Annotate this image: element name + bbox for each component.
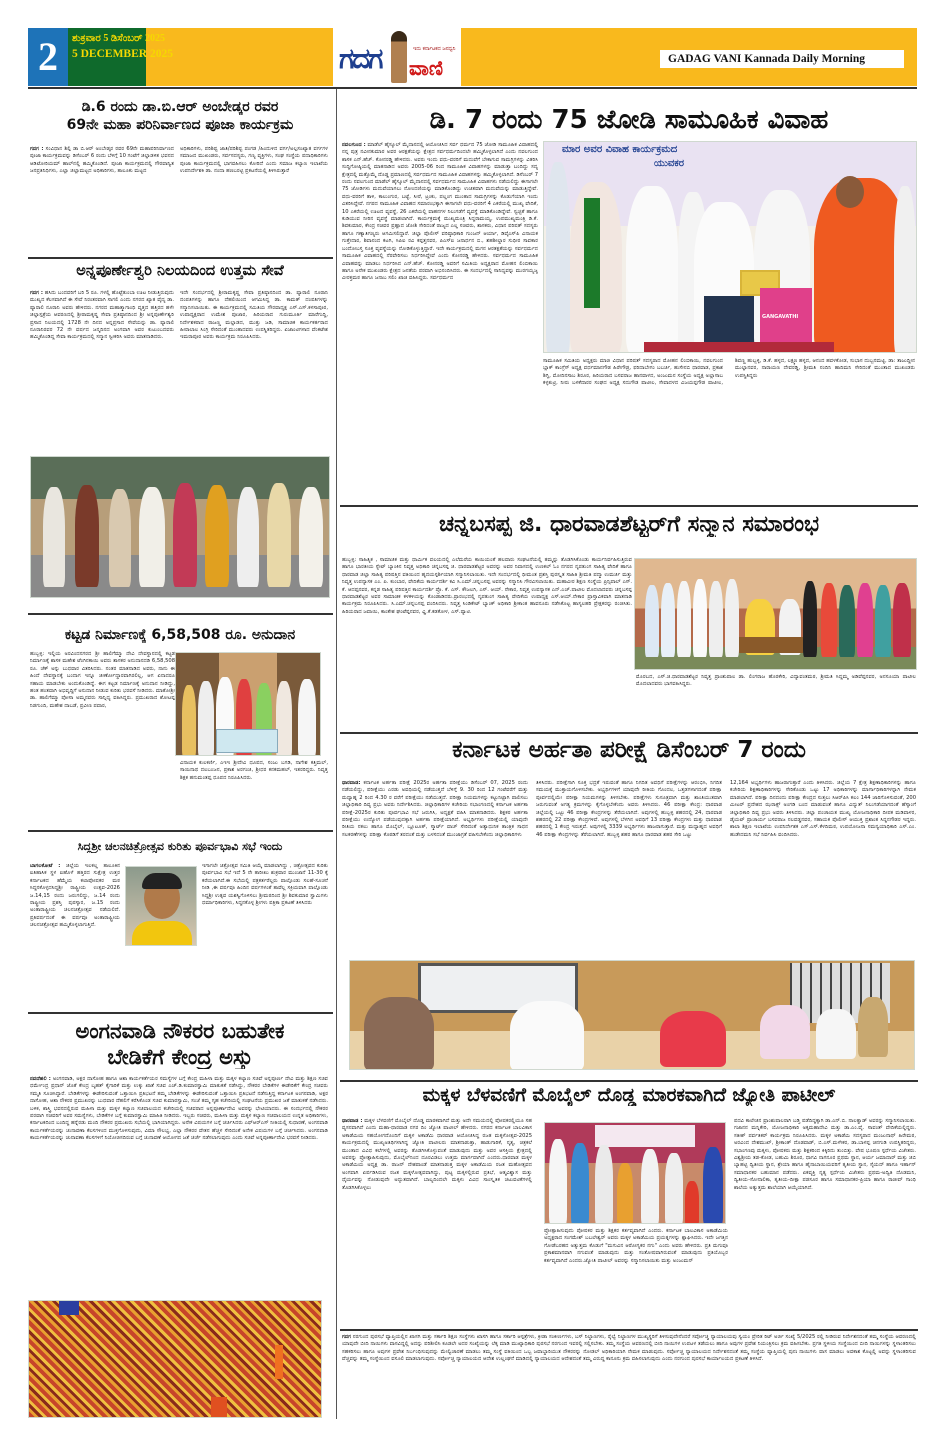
banner-text: ಯುವಕರ (654, 158, 685, 169)
body-text: ಸಾಮೂಹಿಕ ಸಮಿತಿಯ ಅಧ್ಯಕ್ಷರು ಮಾಜಿ ವಿಧಾನ ಪರಿಷತ್ ಸದಸ್ಯರಾದ ಮೋಹನ ಲಿಂಬಿಕಾಯಿ, ನವಲಗುಂದ ಬ್ಲಾಕ್ ಕಾಂಗ್ರೆಸ್ ಅಧ್ಯಕ್ಷ ವರ್ಧಮಾನಗೌಡ ಹಿರೇಗೌಡ್ರ, ಫರಿದಾಬೇಗಂ ಬಬರ್ಚಿ, ಹುಸೇನಬಿ ಧಾರವಾಡ, ಪ್ರಕಾಶ ಶಿಗ್ಲಿ, ಮೋದಿನಸಾಬ ಶಿರೂರ, ಹಿರಿಯರಾದ ಬಸವರಾಜ ಹಾನವಾಳದ, ಅಂಜುಮನ ಸಂಸ್ಥೆಯ ಅಧ್ಯಕ್ಷ ಅಲ್ಲಾಸಾಬ ಕಳ್ಳಕುಟ್ರಿ, ನೀರು ಬಳಕೆದಾರರ ಸಂಘದ ಅಧ್ಯಕ್ಷ ಸದುಗೌಡ ಪಾಟೀಲ, ಸೇವಾದಳದ ವಿಜಯಪ್ಪಗೌಡ ಪಾಟೀಲ, ಶಿವಣ್ಣ ಹುಬ್ಬಳ್ಳಿ, ಡಿ.ಕೆ. ಹಳ್ಳದ, ಲಕ್ಷ್ಮಣ ಹಳ್ಳದ, ಆನಂದ ಹವಳಕೋಡ, ಸುಭಾಸ ದುಬ್ಬನಮಟ್ಟಿ, ಡಾ: ತಾಜುದ್ದೀನ ಮುಲ್ಲಾನವರ, ನಾರಾಯಣ ದೇವರಡ್ಡಿ, ಶ್ರೀಮತಿ ನಂದಿನಿ ಹಾದಿಮನಿ ಸೇರಿದಂತೆ ಮುಂತಾದ ಮುಖಂಡರು ಉಪಸ್ಥಿತಿದ್ದರು (543, 358, 915, 387)
photo-cheque-handover (175, 652, 321, 756)
article-body-col2 (180, 760, 328, 820)
headline: 69ನೇ ಮಹಾ ಪರಿನಿರ್ವಾಣದ ಪೂಜಾ ಕಾರ್ಯಕ್ರಮ (66, 118, 294, 133)
date-english: 5 DECEMBER 2025 (72, 48, 173, 60)
dateline: ನವದೆಹಲಿ : (30, 1076, 51, 1082)
body-text: ಕರ್ನಾಟಕ ಅರ್ಹತಾ ಪರೀಕ್ಷೆ 2025ರ ಅರ್ಹತಾ ಪರೀಕ್ಷೆಯು ಡಿಸೆಂಬರ್ 07, 2025 ರಂದು ನಡೆಯಲಿದ್ದು, ಪರೀಕ್ಷೆಯು ಎರಡು ಅವಧಿಯಲ್ಲಿ ನಡೆಯುತ್ತದೆ ಬೆಳಿಗ್ಗೆ 9. 30 ರಿಂದ 12 ಗಂಟೆವರೆಗೆ ಮತ್ತು ಮಧ್ಯಾಹ್ನ 2 ರಿಂದ 4.30 ರ ವರೆಗೆ ಪರೀಕ್ಷೆಯು ನಡೆಯುತ್ತದೆ. ಪರೀಕ್ಷಾ ನಿಯಮಗಳನ್ನು ಕಟ್ಟುನಿಟ್ಟಾಗಿ ಪಾಲಿಸಲು ಜಿಲ್ಲಾಧಿಕಾರಿ ದಿವ್ಯ ಪ್ರಭು ಅವರು ನಿರ್ದೇಶಿಸಿದರು. ಜಿಲ್ಲಾಧಿಕಾರಿಗಳ ಕಚೇರಿಯ ಸಭಾಂಗಣದಲ್ಲಿ ಕರ್ನಾಟಕ ಅರ್ಹತಾ ಪರೀಕ್ಷೆ-2025ರ ಕುರಿತು ಪೂರ್ವಭಾವಿ ಸಭೆ ಜರುಗಿಸಿ, ಅಧ್ಯಕ್ಷತೆ ವಹಿಸಿ ಮಾತನಾಡಿದರು. ಶಿಕ್ಷಕರ ಅರ್ಹತಾ ಪರೀಕ್ಷೆಯು ಉದ್ಯೋಗ ಪಡೆಯುವುದಕ್ಕಾಗಿ ಅರ್ಹತಾ ಪರೀಕ್ಷೆಯಾಗಿದೆ. ಅಭ್ಯರ್ಥಿಗಳು ಪರೀಕ್ಷೆಯಲ್ಲಿ ಯಾವುದೇ ರೀತಿಯ ನಕಲು ಹಾಗೂ ಮೊಬೈಲ್, ಬ್ಲೂಟೂತ್, ಸ್ಮಾರ್ಟ್ ವಾಚ್ ಸೇರಿದಂತೆ ಅತ್ಯಾಧುನಿಕ ತಾಂತ್ರಿಕ ಸಾಧನ ಸಲಕರಣೆಗಳನ್ನು ಪರೀಕ್ಷಾ ಕೊಠಡಿಗೆ ತರದಂತೆ ಮತ್ತು ಬಳಸದಂತೆ ಮುಂಜಾಗ್ರತೆ ವಹಿಸಬೇಕೆಂದು ಜಿಲ್ಲಾಧಿಕಾರಿಗಳು (342, 780, 528, 838)
dateline: ಧಾರವಾಡ : (342, 1118, 363, 1124)
headline: ಚನ್ನಬಸಪ್ಪ ಜಿ. ಧಾರವಾಡಶೆಟ್ಟರ್‌ಗೆ ಸನ್ಮಾನ ಸಮಾರಂಭ (438, 513, 820, 537)
article-body-col2 (636, 674, 916, 722)
body-text: ಹುಬ್ಬಳ್ಳಿ: ಇಲ್ಲಿಯ ಅರವಿಂದನಗರದ ಶ್ರೀ ಹಾಲಿಗೆಮ್ಮಾ ದೇವಿ ದೇವಸ್ಥಾನದಲ್ಲಿ ಕಟ್ಟಡ ನಿರ್ಮಾಣಕ್ಕೆ ಶಾಸಕ ಮಹೇಶ ಟೆಂಗಿನಕಾಯಿ ಅವರು ಶಾಸಕರ ಅನುದಾನದಡಿ 6,58,508 ರೂ. ಚೆಕ್ ಅನ್ನು ಬುಧವಾರ ವಿತರಿಸಿದರು. ನಂತರ ಮಾತನಾಡಿದ ಅವರು, ನಾನು ಈ ಹಿಂದೆ ದೇವಸ್ಥಾನಕ್ಕೆ ಬಂದಾಗ ಇನ್ನೂ ಜೀರ್ಣೋದ್ಧಾರವಾಗಿರಲಿಲ್ಲ, ಆಗ ಏನಾದರೂ ಸಹಾಯ ಮಾಡಬೇಕು ಅಂದುಕೊಂಡಿದ್ದೆ. ಈಗ ಕಟ್ಟಡ ನಿರ್ಮಾಣಕ್ಕೆ ಅನುದಾನ ನೀಡಿದ್ದು, ಹಂತ ಹಂತವಾಗಿ ಅಭಿವೃದ್ಧಿಗೆ ಅನುದಾನ ನೀಡುವ ಕುರಿತು ಭರವಸೆ ನೀಡಿದರು. ಮಾತೋಶ್ರೀ ಡಾ. ಹಾಲಿಗೆಮ್ಮಾ ಪೋಸಾ ಅಮ್ಮನವರು ಸಾನ್ನಿಧ್ಯ ವಹಿಸಿದ್ದರು. ಪ್ರಮುಖರಾದ ಶೋಟಪ್ಪ ನಿಡಗುಂದಿ, ಮಹೇಶ ದಾಬಡೆ, ಪ್ರವೀಣ ಪವಾರ, (30, 651, 175, 709)
section-rule (340, 505, 918, 507)
dateline: ಗದಗ : (30, 290, 43, 296)
body-text: ಜಿಲ್ಲೆಯ ಇಲಕಲ್ಲ ತಾಲೂಕಿನ ಐತಿಹಾಸಿಕ ಸ್ಥಳ ಐಹೊಳೆ ಹತ್ತಿರದ ಸುಕ್ಷೇತ್ರ ಉತ್ತರ ಕರ್ನಾಟಕದ ಹೆಮ್ಮೆಯ ಕಲಾಪೋಷಕರ ಮಠ ಸಿದ್ಧನಕೊಳ್ಳದಸಿದ್ಧಶ್ರೀ ರಾಷ್ಟ್ರೀಯ ಉತ್ಸವ-2026 ಜ.14,15 ರಂದು ಜರುಗಲಿದ್ದು, ಜ.14 ರಂದು ರಾಷ್ಟ್ರೀಯ ಪ್ರಶಸ್ತಿ ಪುರಸ್ಕಾರ, ಜ.15 ರಂದು ಅಂತಾರಾಷ್ಟ್ರೀಯ ಚಲನಚಿತ್ರೋತ್ಸವ ನಡೆಯಲಿದೆ. ಪ್ರತಿವರ್ಷದಂತೆ ಈ ವರ್ಷವೂ ಅಂತಾರಾಷ್ಟ್ರೀಯ ಚಲನಚಿತ್ರೋತ್ಸವ ಹಮ್ಮಿಕೊಳ್ಳಲಾಗುತ್ತಿದೆ. (30, 863, 120, 929)
bag-label (762, 314, 798, 320)
section-rule (28, 613, 333, 615)
logo-word-gadag: ಗದಗ (339, 42, 382, 75)
article-body-col2 (544, 1228, 728, 1324)
page-number: 2 (28, 28, 68, 86)
bag-text: GANGAVATHI (762, 314, 799, 320)
article-body-col3 (730, 780, 916, 956)
headline: ಅನ್ನಪೂರ್ಣೇಶ್ವರಿ ನಿಲಯದಿಂದ ಉತ್ತಮ ಸೇವೆ (76, 264, 284, 279)
headline: ಡಿ.6 ರಂದು ಡಾ.ಬಿ.ಆರ್ ಅಂಬೇಡ್ಕರ ರವರ (81, 100, 279, 115)
body-text: ಮಕ್ಕಳ ಬೆಳವಣಿಗೆ ಮೊಬೈಲ್ ದೊಡ್ಡ ಮಾರಕವಾಗಿದೆ ಮತ್ತು ಅದೇ ಸಮಯದಲ್ಲಿ ಪೋಷಕರಲ್ಲಿಯೂ ಸಹ ವ್ಯಸನವಾಗಿದೆ ಎಂದು ಮಹಾ-ಧಾರವಾಡ ನಗರ ದಿಂ ಜ್ಯೋತಿ ಪಾಟೀಲ್ ಹೇಳಿದರು. ನಗರದ ಕರ್ನಾಟಕ ಬಾಲವಿಕಾಸ ಅಕಾಡೆಮಿಯ ಸಹಯೋಗದೊಂದಿಗೆ ಮಕ್ಕಳ ಅಕಾಡೆಮಿ ಧಾರವಾಡ ಆಯೋಜಿಸಿದ್ದ ರಜತ ಮಕ್ಕಳೋತ್ಸವ-2025 ಕಾರ್ಯಕ್ರಮದಲ್ಲಿ ಮುಖ್ಯಅತಿಥಿಗಳಾಗಿದ್ದ ಜ್ಯೋತಿ ಪಾಟೀಲರು ಮಾತನಾಡುತ್ತಾ, ಹಾಡುಗಾರಿಕೆ, ನೃತ್ಯ, ಚಿತ್ರಕಲೆ ಮುಂತಾದ ವಿವಿಧ ಕಲೆಗಳಲ್ಲಿ ಅವರನ್ನು ತೊಡಗಿಸಿಕೊಳ್ಳುವಂತೆ ಮಾಡುವುದು ಮತ್ತು ಅವರ ಆಸಕ್ತಿಯ ಕ್ಷೇತ್ರದಲ್ಲಿ ಅವರನ್ನು ಪ್ರೋತ್ಸಾಹಿಸುವುದು, ಮೊಬೈಲ್‌ನಿಂದ ದೂರವಿಡಲು ಉತ್ತಮ ಮಾರ್ಗವಾಗಿದೆ ಎಂದರು.ಧಾರವಾಡ ಮಕ್ಕಳ ಅಕಾಡೆಮಿಯ ಅಧ್ಯಕ್ಷ ಡಾ. ರಾಜನ್ ದೇಶಪಾಂಡೆ ಮಾತನಾಡುತ್ತ ಮಕ್ಕಳ ಅಕಾಡೆಮಿಯ ರಜತ ಮಹೋತ್ಸವದ ಅಂಗವಾಗಿ ಏರ್ಪಡಿಸಿರುವ ರಜತ ಮಕ್ಕಳೋತ್ಸವವಾಗಿದ್ದು, ಪುಟ್ಟ ಮಕ್ಕಳಲ್ಲಿರುವ ಪ್ರತಿಭೆ, ಆತ್ಮವಿಶ್ವಾಸ ಮತ್ತು ಧೈರ್ಯವನ್ನು ನೋಡುವುದೇ ಅದ್ಭುತವಾಗಿದೆ. ಬಾಲ್ಯದಿಂದಲೇ ಮಕ್ಕಳು ವಿವಿಧ ಸಾಂಸ್ಕೃತಿಕ ಚಟುವಟಿಕೆಗಳಲ್ಲಿ ತೊಡಗಿಸಿಕೊಳ್ಳಲು (342, 1118, 532, 1191)
photo-felicitation-group (634, 558, 917, 670)
photo-mass-wedding-distribution (543, 141, 917, 353)
article-body-col1 (30, 146, 174, 256)
headline: ಕಟ್ಟಡ ನಿರ್ಮಾಣಕ್ಕೆ 6,58,508 ರೂ. ಅನುದಾನ (64, 628, 296, 643)
article-body (342, 1334, 916, 1420)
body-text: 12,164 ಅಭ್ಯರ್ಥಿಗಳು ಹಾಜರಾಗುತ್ತಾರೆ ಎಂದು ತಿಳಿಸಿದರು. ಜಿಲ್ಲೆಯ 7 ಕ್ಷೇತ್ರ ಶಿಕ್ಷಣಾಧಿಕಾರಿಗಳನ್ನು ಹಾಗೂ ಕಚೇರಿಯ ಶಿಕ್ಷಣಾಧಿಕಾರಿಗಳನ್ನು ಸೇರಿಕೊಂಡು ಒಟ್ಟು 17 ಅಧಿಕಾರಿಗಳನ್ನು ಮಾರ್ಗಾಧಿಕಾರಿಗಳನ್ನಾಗಿ ನೇಮಕ ಮಾಡಲಾಗಿದೆ. ಪರೀಕ್ಷಾ ದಿನದಂದು ಪರೀಕ್ಷಾ ಕೇಂದ್ರದ ಸುತ್ತಲು ಸಿಆರ್‌ಪಿಸಿ ಕಲಂ 144 ಜಾರಿಗೊಳಿಸುವಂತೆ, 200 ಮೀಟರ್ ಪ್ರದೇಶದ ಝರಾಕ್ಸ್ ಅಂಗಡಿ ಬಂದ ಮಾಡುವಂತೆ ಹಾಗೂ ವಿದ್ಯುತ್ ನಿಲುಗಡೆಯಾಗದಂತೆ ಹೆಸ್ಕಾಂಗೆ ಜಿಲ್ಲಾಧಿಕಾರಿ ದಿವ್ಯ ಪ್ರಭು ಅವರು ತಿಳಿಸಿದರು. ಜಿಲ್ಲಾ ಪಂಚಾಯತ ಮುಖ್ಯ ಯೋಜನಾಧಿಕಾರಿ ದೀಪಕ ಮಡಿವಾಳರ, ಡೈಯಟ್ ಪ್ರಾಚಾರ್ಯ ಬಸವರಾಜ ನಲವಡ್ಡನವರ, ಸಹಾಯಕ ಪೊಲೀಸ್ ಆಯುಕ್ತ ಪ್ರಶಾಂತ ಸಿದ್ದನಗೌಡರ ಇದ್ದರು. ಶಾಲಾ ಶಿಕ್ಷಣ ಇಲಾಖೆಯ ಉಪನಿರ್ದೇಶಕ ಎಸ್.ಎಸ್.ಕೆಳದಿಮಠ, ಉಪಯೋಜನಾ ಸಮನ್ವಯಾಧಿಕಾರಿ ಎಸ್.ಎಂ. ಹುಡೇದಮನಿ ಸಭೆ ನಿರ್ವಹಿಸಿ ವಂದಿಸಿದರು. (730, 780, 916, 838)
headline: ಬೇಡಿಕೆಗೆ ಕೇಂದ್ರ ಅಸ್ತು (107, 1046, 253, 1069)
article-body-col1 (342, 142, 538, 502)
body-text: ಪ್ರೋತ್ಸಾಹಿಸುವುದು ಪೋಷಕರ ಮತ್ತು ಶಿಕ್ಷಕರ ಕರ್ತವ್ಯವಾಗಿದೆ ಎಂದರು. ಕರ್ನಾಟಕ ಬಾಲವಿಕಾಸ ಅಕಾಡೆಮಿಯ ಅಧ್ಯಕ್ಷರಾದ ಸಂಗಮೇಶ್ ಬಬಲೇಶ್ವರ್ ಅವರು ಮಕ್ಕಳ ಅಕಾಡೆಮಿಯ ಪ್ರಯತ್ನಗಳನ್ನು ಶ್ಲಾಘಿಸಿದರು. ಇದೇ ಜಗತ್ತಿನ ಗೋಡೆಬರಹದ ಅತ್ಯುತ್ತಮ ಕೊಡುಗೆ "ಮಗುವಿನ ಆರೋಗ್ಯಕರ ನಗು" ಎಂದು ಅವರು ಹೇಳಿದರು. ಪ್ರತಿ ಮಗುವೂ ಪ್ರಕಾಶಮಾನವಾಗಿ ನಗುವಂತೆ ಮಾಡುವುದು ಮತ್ತು ಸಂತೋಷವಾಗಿರುವಂತೆ ಮಾಡುವುದು ಪ್ರತಿಯೊಬ್ಬರ ಕರ್ತವ್ಯವಾಗಿದೆ ಎಂದರು.ಜ್ಯೋತಿ ಪಾಟೀಲ್ ಅವರನ್ನು ಸನ್ಮಾನಿಸಲಾಯಿತು ಮತ್ತು ಅಂಜುಮನ್ (544, 1228, 728, 1264)
article-body-col1 (342, 780, 528, 956)
body-text: ಪದವಿ ಕಾಲೇಜಿನ ಪ್ರಾಂಶುಪಾಲರಾಗಿ ಬಡ್ತಿ ಪಡೆದಿದ್ದಕ್ಕಾಗಿ ಡಾ.ಎನ್.ಬಿ. ನಾಲತ್ವಾಡ್ ಅವರನ್ನು ಸನ್ಮಾನಿಸಲಾಯಿತು. ಗಜಾನನ ಮನ್ನಿಕೇರಿ, ಯೋಜನಾಧಿಕಾರಿ ಅಕ್ಕಮಹಾದೇವಿ ಮತ್ತು ಡಾ.ಎಂ.ವೈ. ಸಾವಂತ್ ವೇದಿಕೆಯಲ್ಲಿದ್ದರು. ಸತೀಶ್ ಪರ್ವತಿಕರ್ ಕಾರ್ಯಕ್ರಮ ನಿರೂಪಿಸಿದರು. ಮಕ್ಕಳ ಅಕಾಡೆಮಿ ಸದಸ್ಯರಾದ ಮಂಜುನಾಥ್ ಹಿರೇಮಠ, ಅರವಿಂದ ದೇಶಮುಖ್, ಶ್ರೀಕಾಂತ್ ದೊಡವಾಡ್, ಬಿ.ಎಸ್.ಮಳೇಕರ, ಡಾ.ಬಾಳಪ್ಪ ಚಿನಗುಡಿ ಉಪಸ್ಥಿತರಿದ್ದರು, ಸಭಾಂಗಣವು ಮಕ್ಕಳು, ಪೋಷಕರು ಮತ್ತು ಶಿಕ್ಷಕರಿಂದ ಕಿಕ್ಕಿರಿದು ತುಂಬಿತ್ತು. ವೇಷ ಭೂಷಣ ಸ್ಪರ್ಧೆಯ ವಿಜೇತರು. ವಿಶ್ವಶ್ರೀಯ ತಡ-ಕೋಡ, ಬಹುಮಿ ಶಿರೂರ, ಧಾಗವಿ ನಾಗನೂರ ಪ್ರಥಮ ಸ್ಥಾನ, ಆರ್ಯ ಜಮಾದಾರ್ ಮತ್ತು ಜಿಬಿ ಬ್ಯಾಹಟ್ಟಿ ದ್ವಿತೀಯ ಸ್ಥಾನ, ಶ್ರೇಯಾ ಹಾಗೂ ಹೈನಾಬಾಯಿಯವರಿಗೆ ತೃತೀಯ ಸ್ಥಾನ, ಸೈಯದ್ ಹಾಗೂ ಇರ್ಹಾನ್ ಸಮಾಧಾನಕರ ಬಹುಮಾನ ಪಡೆದರು. ಏಕವ್ಯಕ್ತಿ ನೃತ್ಯ ಸ್ಪರ್ಧೆಯ ವಿಜೇತರು ಪ್ರಥಮ-ಅದ್ವಿತಿ ದೊಡಮನಿ, ದ್ವಿತೀಯ-ಸೋನಾಲಿಕಾ, ತೃತೀಯ-ದೀಕ್ಷಾ ಪಡಸೂರ ಹಾಗೂ ಸಮಾಧಾನಕರ-ಪ್ರಿಯಾ ಹಾಗೂ ರಾಜೀವ್ ಗಾಂಧಿ ಶಾಲೆಯ ಅತ್ಯುತ್ತಮ ಶಾಲೆಯಾಗಿ ಆಯ್ಕೆಯಾಗಿದೆ. (734, 1118, 916, 1191)
masthead-rule (28, 87, 917, 89)
body-text: ಹುಬ್ಬಳ್ಳಿ: ಸಾಹಿತ್ಯಿಕ , ಸಾಮಾಜಿಕ ಮತ್ತು ಧಾರ್ಮಿಕ ವಲಯದಲ್ಲಿ ಎಲೆಮರೆಯ ಕಾಯಿಯಂತೆ ಹಲವಾರು ಸಂಘಟನೆಯಲ್ಲಿ ತಮ್ಮನ್ನು ತೊಡಗಿಸಿಕೊಂಡು ಕಾರ್ಯನಿರ್ವಹಿಸುತ್ತಿರುವ ಹಾಗೂ ಭಾರತೀಯ ಸ್ಟೇಟ್ ಬ್ಯಾಂಕಿನ ನಿವೃತ್ತ ಅಧಿಕಾರಿ ಚನ್ನಬಸಪ್ಪ ಜಿ. ಧಾರವಾಡಶೆಟ್ಟರ ಅವರನ್ನು ಅವರ ನಿವಾಸದಲ್ಲಿ ಉಣಕಲ್ ಓಂ ನಗರದ ನೃಪತುಂಗ ಸಾಹಿತ್ಯ ವೇದಿಕೆ ಹಾಗೂ ಧಾರವಾಡ ಜಿಲ್ಲಾ ಸಾಹಿತ್ಯ ಪರಿಷತ್ತಿನ ವತಿಯಿಂದ ಹೃದಯಸ್ಪರ್ಶಿಯಾಗಿ ಸನ್ಮಾನಿಸಲಾಯಿತು. ಇದೇ ಸಂದರ್ಭದಲ್ಲಿ ಧೀಮಂತ ಪ್ರಶಸ್ತಿ ಪುರಸ್ಕೃತ ಸಾಹಿತಿ ಶ್ರೀಮತಿ ಪದ್ಮಾ ಉಮರ್ಜಿ ಮತ್ತು ನಿವೃತ್ತ ಉಪನ್ಯಾಸಕ ಎಂ. ಪಿ. ಕುಂಬಾರ, ವೇದಿಕೆಯ ಕಾರ್ಯದರ್ಶಿ ಕವಿ ಸಿ.ಎಮ್.ಚನ್ನಬಸಪ್ಪ ಅವರನ್ನು ಸನ್ಮಾನಿಸಿ ಗೌರವಿಸಲಾಯಿತು. ಮಹಾವೀರ ಶಿಕ್ಷಣ ಸಂಸ್ಥೆಯ ಪ್ರಿನ್ಸಿಪಾಲ್ ಎಸ್. ಕೆ. ಆದಪ್ಪನವರ, ಕನ್ನಡ ಸಾಹಿತ್ಯ ಪರಿಷತ್ತಿನ ಕಾರ್ಯದರ್ಶಿ ಪ್ರೊ. ಕೆ. ಎಸ್. ಕೌಜಲಗಿ, ಎಸ್. ಆಯ್. ನೇಕಾರ, ನಿವೃತ್ತ ಉಪನ್ಯಾಸಕ ಎನ್.ಎಚ್.ಪಾಟೀಲ ಮೊದಲಾದವರು ಚನ್ನಬಸಪ್ಪ ಧಾರವಾಡಶೆಟ್ಟರ ಅವರ ಸಾಮಾಜಿಕ ಕಳಕಳಿಯನ್ನು ಕೊಂಡಾಡಿದರು.ಪ್ರಾರಂಭದಲ್ಲಿ ನೃಪತುಂಗ ಸಾಹಿತ್ಯ ವೇದಿಕೆಯ ಉಪಾಧ್ಯಕ್ಷ ಎಸ್.ಆಯ್.ನೇಕಾರ ಪ್ರಾಸ್ತಾವಿಕವಾಗಿ ಮಾತನಾಡಿ ಕಾರ್ಯಕ್ರಮ ನಿರೂಪಿಸಿದರು. ಸಿ.ಎಮ್.ಚನ್ನಬಸಪ್ಪ ವಂದಿಸಿದರು. ನಿವೃತ್ತ ಸಿಂಡಿಕೇಟ್ ಬ್ಯಾಂಕ್ ಅಧಿಕಾರಿ ಶ್ರೀಕಾಂತ ಹಾವನೂರು ನಡೆಸಿಕೊಟ್ಟ ಹಾಸ್ಯಲಹರಿ ಪ್ರೇಕ್ಷಕರನ್ನು ರಂಜಿಸಿತು. ಹಿರಿಯರಾದ ಜವಾಯಿ, ಕಾಂತೇಶ ಘಂಟೆಪ್ಪನವರ, ವ್ಹಿ.ಕೆ.ಕಡಕೋಳ, ಎಸ್.ಪ್ಯಾಟಿ. (342, 557, 632, 615)
logo-tagline: ಇದು ಕರ್ನಾಟಕದ ಜನಧ್ವನಿ (413, 46, 456, 52)
body-text: ಸಂವಿಧಾನ ಶಿಲ್ಪಿ ಡಾ ಬಿ.ಆರ್ ಅಂಬೇಡ್ಕರ ರವರ 69ನೇ ಮಹಾಪರಿನಿರ್ವಾಣದ ಪೂಜಾ ಕಾರ್ಯಕ್ರಮವನ್ನು ಡಿಸೆಂಬರ್ 6 ರಂದು ಬೆಳಿಗ್ಗೆ 10 ಗಂಟೆಗೆ ಜಿಲ್ಲಾಡಳಿತ ಭವನದ ಆಡಿಟೋರಿಯಮ್ ಹಾಲ್‌ನಲ್ಲಿ ಹಮ್ಮಿಕೊಂಡಿದೆ. ಪೂಜಾ ಕಾರ್ಯಕ್ರಮದಲ್ಲಿ ಗೌರವಾನ್ವಿತ ಜನಪ್ರತಿನಿಧಿಗಳು, ಎಲ್ಲಾ ಜಿಲ್ಲಾಮಟ್ಟದ ಅಧಿಕಾರಿಗಳು, ತಾಲೂಕು ಮಟ್ಟದ (30, 146, 174, 175)
headline: ಸಿದ್ಧಶ್ರೀ ಚಲನಚಿತ್ರೋತ್ಸವ ಕುರಿತು ಪೂರ್ವಭಾವಿ ಸಭೆ ಇಂದು (77, 841, 283, 853)
date-kannada: ಶುಕ್ರವಾರ 5 ಡಿಸೆಂಬರ್ 2025 (72, 33, 166, 44)
article-body-col2 (180, 146, 328, 256)
column-divider (336, 89, 337, 1419)
section-rule (340, 732, 918, 734)
section-rule (28, 1012, 333, 1014)
article-body-col2 (536, 780, 722, 956)
article-body-col1 (30, 863, 120, 955)
dateline: ಗದಗ : (30, 146, 44, 152)
photo-protest-crowd (28, 1300, 322, 1418)
body-text: ಮೊರಬದ, ಎಸ್.ಜಿ.ಧಾರವಾಡಶೆಟ್ಟರ ನಿವೃತ್ತ ಪ್ರಾಂಶುಪಾಲ ಡಾ. ಲಿಂಗರಾಜ ಹೊರಕೇರಿ, ವಿದ್ಯಾವಂತಮಠ, ಶ್ರೀಮತಿ ಸಿದ್ದಮ್ಮ ಅಡಿವೆಪ್ಪನವರ, ಅನಸೂಯಾ ಪಾಟೀಲ ಮೊದಲಾದವರು ಭಾಗವಹಿಸಿದ್ದರು. (636, 674, 916, 688)
article-body-col3 (734, 1118, 916, 1324)
dateline: ಬಾಗಲಕೋಟೆ : (30, 863, 61, 869)
photo-banner-2 (654, 158, 684, 169)
newspaper-logo (333, 28, 461, 86)
dateline: ಧಾರವಾಡ: (342, 780, 361, 786)
banner-text: ಮಾರ ಅವರ ವಿವಾಹ ಕಾರ್ಯಕ್ರಮದ (562, 144, 678, 155)
section-rule (340, 1329, 918, 1331)
body-text: ವಿನಾಯಕ ಕುಲಕರ್ಣಿ, ಎಇಇ ಶ್ರೀದೇವಿ ಧೂಪದ, ಸಂಜು ಬಗಡಿ, ನಾಗೇಶ ಕತ್ತಿಮಲ್, ಸಾಯಿನಾಥ ದಲಬಂಜನ, ಪ್ರಕಾಶ ಅರಗಂಜಿ, ಶ್ರೀಧರ ಕನಕಮಹಲ್, ಇತರರಿದ್ದರು. ನಿವೃತ್ತ ಶಿಕ್ಷಕ ಹನುಮಂತಪ್ಪ ಧೂಪದ ನಿರೂಪಿಸಿದರು. (180, 760, 328, 781)
body-text: ಇಗಾಗಲೇ ಚಿತ್ರೋತ್ಸವ ಸಮಿತಿ ಆಯ್ಕೆ ಮಾಡಲಾಗಿದ್ದು , ಚಿತ್ರೋತ್ಸವದ ಕುರಿತು ಪೂರ್ವಭಾವಿ ಸಭೆ ಇದೆ 5 ನೇ ತಾರೀಖು ಶುಕ್ರವಾರ ಮುಂಜಾನೆ 11-30 ಕ್ಕೆ ಕರೆಯಲಾಗಿದೆ.ಈ ಸಭೆಯಲ್ಲಿ ಪತ್ರಕರ್ತರೆಲ್ಲರು ಪಾಲ್ಗೊಂಡು ಸಲಹೆ-ಸೂಚನೆ ನೀಡಿ ,ಈ ವರ್ಷವೂ ಹಿಂದಿನ ವರ್ಷಗಳಂತೆ ತಾವೆಲ್ಲ ಸಕ್ರಿಯವಾಗಿ ಪಾಲ್ಗೊಂಡು ಸಿದ್ಧಶ್ರೀ ಉತ್ಸವ ಯಶಸ್ವಿಗೊಳಿಸಲು ಶ್ರೀಮಠದಿಂದ ಶ್ರೀ ಶಿವಕುಮಾರ ಸ್ವಾಮಿಗಳು ಧರ್ಮಾಧಿಕಾರಿಗಳು, ಸಿದ್ಧನಕೊಳ್ಳ ಶ್ರೀಗಳು ಪತ್ರಿಕಾ ಪ್ರಕಟಣೆ ತಿಳಿಸಿದರು (202, 863, 328, 907)
headline: ಕರ್ನಾಟಕ ಅರ್ಹತಾ ಪರೀಕ್ಷೆ ಡಿಸೆಂಬರ್ 7 ರಂದು (452, 738, 806, 763)
article-body-col2 (202, 863, 328, 1003)
dateline: ನವಲಗುಂದ : (342, 142, 366, 148)
statue-figure-icon (391, 31, 407, 83)
body-text: ಇದೇ ಸಂದರ್ಭದಲ್ಲಿ ಶ್ರೀರಾಮಕೃಷ್ಣ ಸೇವಾ ಪ್ರತಿಷ್ಠಾನದಿಂದ ಡಾ. ಪ್ಯಾರಾಲಿ ನೂರಾನಿ ದಂಪತಿಗಳನ್ನು ಹಾಗೂ ದೆಹಲಿಯಿಂದ ಆಗಮಿಸಿದ್ದ ಡಾ. ಕಾಮತ್ ದಂಪತಿಗಳನ್ನು ಸನ್ಮಾನಿಸಲಾಯಿತು. ಈ ಕಾರ್ಯಕ್ರಮದಲ್ಲಿ ಸಮಿತಿಯ ಗೌರವಾಧ್ಯಕ್ಷ ಎಸ್.ಎಸ್.ಕಳಸಾಪೂರ, ಉಪಾಧ್ಯಕ್ಷರಾದ ಉಮೇಶ ಪೂಜಾರ, ಹಿರಿಯರಾದ ಗುರುಮೂರ್ತಿ ಮಾರೆಗುದ್ದಿ, ನಿರ್ದೇಶಕರಾದ ರಾಜಣ್ಣ ಮಲ್ಲಾಡದ, ಮುತ್ತು ಜಡಿ, ಸಾಮಾಜಿಕ ಕಾರ್ಯಕರ್ತರಾದ ಹೀರಾಲಾಲ ಸಿಂಗ್ರಿ ಸೇರಿದಂತೆ ಮುಂತಾದವರು ಉಪಸ್ಥಿತರಿದ್ದರು. ಏಜಾಂಟಿಗಳಾದ ವೆಂಕಟೇಶ ಇಮರಾಪೂರ ಅವರು ಕಾರ್ಯಕ್ರಮ ನಿರೂಪಿಸಿದರು. (180, 290, 328, 341)
photo-meeting-panel (349, 960, 915, 1070)
body-text: ಅಧಿಕಾರಿಗಳು, ಪರಿಶಿಷ್ಟ ಜಾತಿ/ಪರಿಶಿಷ್ಟ ಪಂಗಡ /ಹಿಂದುಳಿದ ವರ್ಗ/ಅಲ್ಪಸಂಖ್ಯಾತ ವರ್ಗಗಳ ಸಮಾಜದ ಮುಖಂಡರು, ಸರ್ವಸದಸ್ಯರು, ಗಣ್ಯ ವ್ಯಕ್ತಿಗಳು, ಸಂಘ ಸಂಸ್ಥೆಯ ಪದಾಧಿಕಾರಿಗಳು ಪೂಜಾ ಕಾರ್ಯಕ್ರಮದಲ್ಲಿ ಭಾಗವಹಿಸಲು ಕೋರಿದೆ ಎಂದು ಸಮಾಜ ಕಲ್ಯಾಣ ಇಲಾಖೆಯ ಉಪನಿರ್ದೇಶಕಿ ಡಾ. ನಂದಾ ಹಣಬರಟ್ಟಿ ಪ್ರಕಟನೆಯಲ್ಲಿ ತಿಳಿಸಿರುತ್ತಾರೆ (180, 146, 328, 175)
date-block (68, 28, 173, 86)
body-text: ಹಸಿದು ಬಂದವರಿಗೆ ಬರಿ 5 ರೂ. ಗಳಲ್ಲಿ ಹೊಟ್ಟೆತುಂಬಾ ಊಟ ನೀಡುತ್ತಿರುವುದು ಮುಖ್ಯದ ಕೆಲಸವಾಗಿದೆ ಈ ಸೇವೆ ನಿರಂತರವಾಗಿ ಸಾಗಲಿ ಎಂದು ನಗರದ ಖ್ಯಾತ ವೈದ್ಯ ಡಾ. ಪ್ಯಾರಾಲಿ ನೂರಾನಿ ಅವರು ಹೇಳಿದರು. ನಗರದ ಮಹಾತ್ಮಾಗಾಂಧಿ ವೃತ್ತದ ಹತ್ತಿರದ ಹಳೇ ಜಿಲ್ಲಾಸ್ಪತ್ರೆಯ ಆವರಣದಲ್ಲಿ ಶ್ರೀರಾಮಕೃಷ್ಣ ಸೇವಾ ಪ್ರತಿಷ್ಠಾನದಿಂದ ಶ್ರೀ ಅನ್ನಪೂರ್ಣೇಶ್ವರಿ ಪ್ರಸಾದ ನಿಲಯದಲ್ಲಿ 1728 ನೇ ದಿನದ ಅನ್ನಪ್ರಸಾದ ಸೇವೆಯನ್ನು ಡಾ. ಪ್ಯಾರಾಲಿ ನೂರಾನಿರವರ 72 ನೇ ವರ್ಷದ ಜನ್ಮದಿನದ ಅಂಗವಾಗಿ ಅವರ ಕುಟುಂಬದವರು ಹಮ್ಮಿಕೊಂಡಿದ್ದ ಸೇವಾ ಕಾರ್ಯಕ್ರಮದಲ್ಲಿ ಸನ್ಮಾನ ಸ್ವೀಕರಿಸಿ ಅವರು ಮಾತನಾಡಿದರು. (30, 290, 174, 341)
article-body-col1 (342, 1118, 532, 1324)
article-body-col2 (180, 290, 328, 455)
body-text: ಮಾಡೆಲ್ ಹೈಸ್ಕೂಲ್ ಮೈದಾನದಲ್ಲಿ ಆಯೋಜಿಸಿದ ಸರ್ವ ಧರ್ಮದ 75 ಜೋಡಿ ಸಾಮೂಹಿಕ ವಿವಾಹದಲ್ಲಿ ನನ್ನ ಪುತ್ರ ನವೀನಕುಮಾರ ಅವರ ಆರಕ್ಷತೆಯನ್ನು ಕ್ಷೇತ್ರದ ಸರ್ವಧರ್ಮದಿಂದಲೇ ಹಮ್ಮಿಕೊಳ್ಳಲಾಗಿದೆ ಎಂದು ನವಲಗುಂದ ಶಾಸಕ ಎನ್.ಹೆಚ್. ಕೋನರಡ್ಡಿ ಹೇಳಿದರು. ಅವರು ಇಂದು ವಧು-ವರರಿಗೆ ಮದುವೆಗೆ ಬೇಕಾಗುವ ಸಾಮಗ್ರಿಗಳನ್ನು ವಿತರಿಸಿ ಸುದ್ದಿಗೋಷ್ಠಿಯಲ್ಲಿ ಮಾತನಾಡಿದ ಅವರು 2005-06 ರಿಂದ ಸಾಮೂಹಿಕ ವಿವಾಹಗಳನ್ನು ಮಾಡುತ್ತಾ ಬಂದಿದ್ದು ಸದ್ಯ ಕ್ಷೇತ್ರದಲ್ಲಿ ಮತ್ತೊಮ್ಮೆ ದೊಡ್ಡ ಪ್ರಮಾಣದಲ್ಲಿ ಸರ್ವಧರ್ಮದ ಸಾಮೂಹಿಕ ವಿವಾಹಗಳನ್ನು ಹಮ್ಮಿಕೊಳ್ಳಲಾಗಿದೆ. ಡಿಸೆಂಬರ್ 7 ರಂದು ನವಲಗುಂದ ಮಾಡೆಲ್ ಹೈಸ್ಕೂಲ್ ಮೈದಾನದಲ್ಲಿ ಸರ್ವಧರ್ಮದ ಸಾಮೂಹಿಕ ವಿವಾಹಗಳು ನಡೆಯಲಿದ್ದು ಈಗಾಗಲೇ 75 ಜೋಡಿಗಳು ಮದುವೆಯಾಗಲು ನೋಂದಣಿಯನ್ನು ಮಾಡಿಕೊಂಡಿದ್ದು ಉಚಿತವಾಗಿ ಮದುವೆಯನ್ನು ಮಾಡುತ್ತಿದ್ದೇವೆ. ವಧು-ವರರಿಗೆ ತಾಳಿ, ಕಾಲುಂಗುರ, ಬಟ್ಟೆ, ಸೀರೆ, ಟ್ರಂಕು, ಪಲ್ಲಂಗ ಮುಂತಾದ ಸಾಮಗ್ರಿಗಳನ್ನು ಕೊಡುಗೆಯಾಗಿ ಇಂದು ವಿತರಿಸಿದ್ದೇವೆ. ನಗರದ ಸಾಮೂಹಿಕ ವಿವಾಹದ ಸಮಾರಂಭಕ್ಕಾಗಿ ಈಗಾಗಲೇ ವಧು-ವರರಿಗೆ 4 ಎಕರೆಯಲ್ಲಿ ಮುಖ್ಯ ವೇದಿಕೆ, 10 ಎಕರೆಯಲ್ಲಿ ಊಟದ ವ್ಯವಸ್ಥೆ, 26 ಎಕರೆಯಲ್ಲಿ ವಾಹನಗಳ ನಿಲುಗಡೆಗೆ ವ್ಯವಸ್ಥೆ ಮಾಡಿಕೊಂಡಿದ್ದೇವೆ. ಸ್ವಚ್ಛತೆ ಹಾಗೂ ಕುಡಿಯುವ ನೀರಿನ ವ್ಯವಸ್ಥೆ ಮಾಡಲಾಗಿದೆ. ಕಾರ್ಯಕ್ರಮಕ್ಕೆ ಮುಖ್ಯಮಂತ್ರಿ ಸಿದ್ದರಾಮಯ್ಯ, ಉಪಮುಖ್ಯಮಂತ್ರಿ ಡಿ.ಕೆ. ಶಿವಕುಮಾರ, ಕೇಂದ್ರ ಸಚಿವರ ಪ್ರಹ್ಲಾದ ಜೋಶಿ ಸೇರಿದಂತೆ ರಾಜ್ಯದ ಎಲ್ಲ ಸಚಿವರು, ಶಾಸಕರು, ವಿಧಾನ ಪರಿಷತ್ ಸದಸ್ಯರು ಹಾಗೂ ಗಣ್ಯಾತಿಗಣ್ಯರು ಆಗಮಿಸಲಿದ್ದಾರೆ. ಜಿಲ್ಲಾ ಪೊಲೀಸ್ ವರಿಷ್ಠಾಧಿಕಾರಿ ಗುಂಜನ್ ಆರ್ಯಾ, ಡಿವೈಎಸ್‌ಪಿ ವಿನಾಯಕ ಗುತ್ತೇದಾರ, ಶಿವಾನಂದ ಕಟಗಿ, ಸಿಪಿಐ ರವಿ ಕಪ್ಪತ್ತನವರ, ಪಿಎಸ್‌ಐ ಜನಾರ್ಧನ ಬಿ., ಶಹಶೀಲ್ದಾರ ಸುಧೀರ ಸಾವಕಾರ ಬಂದೋಬಸ್ತ ಸೂಕ್ತ ವ್ಯವಸ್ಥೆಯನ್ನು ನೋಡಿಕೊಳ್ಳುತ್ತಿದ್ದಾರೆ. ಇದೇ ಕಾರ್ಯಕ್ರಮದಲ್ಲಿ ಮಗನ ಆರತಕ್ಷತೆಯನ್ನು ಸರ್ವಧರ್ಮದ ಸಾಮೂಹಿಕ ವಿವಾಹದಲ್ಲಿ ನೆರವೇರಿಸಲು ನಿರ್ಧರಿಸಿದ್ದೇವೆ ಎಂದು ಕೋನರಡ್ಡಿ ಹೇಳಿದರು. ಸರ್ವಧರ್ಮದ ಸಾಮೂಹಿಕ ವಿವಾಹವನ್ನು ಮಾಡಲು ನಿರ್ಧರಿಸಿದ ಎನ್.ಹೆಚ್. ಕೋನರಡ್ಡಿ ಅವರಿಗೆ ಸಮಿತಿಯ ಅಧ್ಯಕ್ಷರಾದ ಮೋಹನ ಲಿಂಬಿಕಾಯಿ ಹಾಗೂ ಅನೇಕ ಮುಖಂಡರು ಕ್ಷೇತ್ರದ ಜನತೆಯ ಪರವಾಗಿ ಅಭಿನಂದಿಸಿದರು. ಈ ಸಂದರ್ಭದಲ್ಲಿ ಸಾನಿಧ್ಯವನ್ನು ಮುರಗಯ್ಯಜ್ಜ ವೀರಕ್ತಮಠ ಹಾಗೂ ಜನಾಬ ಸಲಿಂ ಖಾಜಿ ವಹಿಸಿದ್ದರು. ಸರ್ವಧರ್ಮದ (342, 142, 538, 282)
article-body-col1 (30, 651, 175, 821)
headline: ಅಂಗನವಾಡಿ ನೌಕರರ ಬಹುತೇಕ (75, 1020, 285, 1043)
photo-childrens-festival (544, 1122, 726, 1224)
photo-portrait (125, 866, 197, 946)
dateline: ಗದಗ (342, 1334, 351, 1340)
section-rule (340, 1080, 918, 1082)
logo-word-vani: ವಾಣಿ (409, 56, 444, 80)
body-text: ಅಂಗನವಾಡಿ, ಅಕ್ಷರ ದಾಸೋಹ ಹಾಗೂ ಆಶಾ ಕಾರ್ಯಕರ್ತೆಯರ ಸಮಸ್ಯೆಗಳ ಬಗ್ಗೆ ಕೇಂದ್ರ ಮಹಿಳಾ ಮತ್ತು ಮಕ್ಕಳ ಕಲ್ಯಾಣ ಸಚಿವೆ ಅನ್ನಪೂರ್ಣ ದೇವಿ ಮತ್ತು ಶಿಕ್ಷಣ ಸಚಿವ ಧರ್ಮೇಂದ್ರ ಪ್ರಧಾನ್ ಜೊತೆ ಕೇಂದ್ರ ಬೃಹತ್ ಕೈಗಾರಿಕೆ ಮತ್ತು ಉಕ್ಕು ಖಾತೆ ಸಚಿವ ಎಚ್.ಡಿ.ಕುಮಾರಸ್ವಾಮಿ ಮಾತುಕತೆ ನಡೆಸಿದ್ದು, ನೌಕರರ ಬೇಡಿಕೆಗಳ ಈಡೇರಿಕೆಗೆ ಕೇಂದ್ರ ಸಚಿವರು ಸಮ್ಮತಿ ಸೂಚಿಸಿದ್ದಾರೆ. ಬೇಡಿಕೆಗಳನ್ನು ಈಡೇರಿಸುವಂತೆ ಒತ್ತಾಯಿಸಿ ಪ್ರತಿಭಟನೆ ತಮ್ಮ ಬೇಡಿಕೆಗಳನ್ನು ಈಡೇರಿಸುವಂತೆ ಒತ್ತಾಯಿಸಿ ಪ್ರತಿಭಟನೆ ನಡೆಸುತ್ತಿದ್ದ ಕರ್ನಾಟಕ ಅಂಗನವಾಡಿ, ಅಕ್ಷರ ದಾಸೋಹ, ಆಶಾ ನೌಕರರ ಪ್ರಮುಖರನ್ನು ಬುಧವಾರ ದೆಹಲಿಗೆ ಕರೆಸಿಕೊಂಡ ಸಚಿವ ಕುಮಾರಸ್ವಾಮಿ, ಸಂಜೆ ತಮ್ಮ ಗೃಹ ಕಚೇರಿಯಲ್ಲಿ ಸಂಘಟನೆಯ ಪ್ರಮುಖರ ಜತೆ ಮಾತುಕತೆ ನಡೆಸಿದರು. ಬಳಿಕ, ಶಾಸ್ತ್ರಿ ಭವನದಲ್ಲಿರುವ ಮಹಿಳಾ ಮತ್ತು ಮಕ್ಕಳ ಕಲ್ಯಾಣ ಸಚಿವಾಲಯದ ಕಚೇರಿಯಲ್ಲಿ ಸಚಿವರಾದ ಅನ್ನಪೂರ್ಣಾದೇವಿ ಅವರನ್ನು ಭೇಟಿಯಾದರು. ಈ ಸಂದರ್ಭದಲ್ಲಿ ನೌಕರರ ಪರವಾಗಿ ಸಚಿವರಿಗೆ ಅವರ ಸಮಸ್ಯೆಗಳು, ಬೇಡಿಕೆಗಳ ಬಗ್ಗೆ ಕುಮಾರಸ್ವಾಮಿ ಮಾಹಿತಿ ನೀಡಿದರು. ಇಬ್ಬರು ಸಚಿವರು, ಮಹಿಳಾ ಮತ್ತು ಮಕ್ಕಳ ಕಲ್ಯಾಣ ಸಚಿವಾಲಯದ ಉನ್ನತ ಅಧಿಕಾರಿಗಳು, ಕರ್ನಾಟಕದಿಂದ ಬಂದಿದ್ದ ಹನ್ನೆರಡು ಮಂದಿ ನೌಕರರ ಪ್ರಮುಖರು ಸಭೆಯಲ್ಲಿ ಭಾಗಿಯಾಗಿದ್ದರು. ಅನೇಕ ವಿಷಯಗಳ ಬಗ್ಗೆ ಚರ್ಚಿಸಿದರು ಎಫ್‌ಆರ್‌ಎಸ್ ನೀತಿಯಲ್ಲಿ ಸುಧಾರಣೆ, ಅಂಗನವಾಡಿ ಕಾರ್ಯಕರ್ತೆಯರನ್ನು ಚುನಾವಣಾ ಕೆಲಸಗಳಿಂದ ಮುಕ್ತಗೊಳಿಸುವುದು, ವಿಮಾ ಸೌಲಭ್ಯ, ಎಲ್ಲಾ ನೌಕರರ ವೇತನ ಹೆಚ್ಚಳ ಸೇರಿದಂತೆ ಅನೇಕ ವಿಷಯಗಳ ಬಗ್ಗೆ ಚರ್ಚಿಸಿದರು. ಅಂಗನವಾಡಿ ಕಾರ್ಯಕರ್ತೆಯರನ್ನು ಚುನಾವಣಾ ಕೆಲಸಗಳಿಗೆ ನಿಯೋಜಿಸದಿರುವ ಬಗ್ಗೆ ಚುನಾವಣೆ ಆಯೋಗದ ಜತೆ ಚರ್ಚೆ ನಡೆಸಲಾಗುವುದು ಎಂದು ಸಚಿವೆ ಅನ್ನಪೂರ್ಣಾದೇವಿ ಭರವಸೆ ನೀಡಿದರು. (30, 1076, 328, 1142)
article-body-col1 (30, 290, 174, 455)
article-body-col1 (342, 557, 632, 723)
masthead (28, 28, 917, 86)
article-body-col2 (543, 358, 915, 500)
headline: ಡಿ. 7 ರಂದು 75 ಜೋಡಿ ಸಾಮೂಹಿಕ ವಿವಾಹ (429, 106, 829, 135)
body-text: ತಿಳಿಸಿದರು. ಪರೀಕ್ಷೆಗಾಗಿ ಸೂಕ್ತ ಭದ್ರತೆ ಇರುವಂತೆ ಹಾಗೂ ನಿಗದಿತ ಅವಧಿಗೆ ಪರೀಕ್ಷೆಗಳನ್ನು ಆರಂಭಿಸಿ, ನಿಗದಿತ ಸಮಯಕ್ಕೆ ಮುಕ್ತಾಯಗೊಳಿಸಬೇಕು. ಅಭ್ಯರ್ಥಿಗಳಿಗೆ ಯಾವುದೇ ರೀತಿಯ ಗೊಂದಲ, ಒತ್ತಡಗಳಾಗದಂತೆ ಪರೀಕ್ಷಾ ಪೂರ್ವದಲ್ಲಿಯೇ ಪರೀಕ್ಷಾ ನಿಯಮಗಳನ್ನು ತಿಳಿಸಬೇಕು. ಪರೀಕ್ಷೆಗಳು ಸುಸೂತ್ರವಾಗಿ ಮತ್ತು ಶಾಂತಿಯುತವಾಗಿ ಜರುಗುವಂತೆ ಅಗತ್ಯ ಕ್ರಮಗಳನ್ನು ಕೈಗೊಳ್ಳಬೇಕೆಂದು ಅವರು ತಿಳಿಸಿದರು. 46 ಪರೀಕ್ಷಾ ಕೇಂದ್ರ: ಧಾರವಾಡ ಜಿಲ್ಲೆಯಲ್ಲಿ ಒಟ್ಟು 46 ಪರೀಕ್ಷಾ ಕೇಂದ್ರಗಳನ್ನು ತೆರೆಯಲಾಗಿದೆ. ಅವುಗಳಲ್ಲಿ ಹುಬ್ಬಳ್ಳಿ ಶಹರದಲ್ಲಿ 24, ಧಾರವಾಡ ಶಹರದಲ್ಲಿ 22 ಪರೀಕ್ಷಾ ಕೇಂದ್ರಗಳಿವೆ. ಅವುಗಳಲ್ಲಿ ಬೆಳಗಿನ ಅವಧಿಗೆ 13 ಪರೀಕ್ಷಾ ಕೇಂದ್ರಗಳು ಮತ್ತು ಧಾರವಾಡ ಶಹರದಲ್ಲಿ 1 ಕೇಂದ್ರ ಇರುತ್ತವೆ. ಅವುಗಳಲ್ಲಿ 3339 ಅಭ್ಯರ್ಥಿಗಳು ಹಾಜರಾಗುತ್ತಾರೆ. ಮತ್ತು ಮಧ್ಯಾಹ್ನದ ಅವಧಿಗೆ 46 ಪರೀಕ್ಷಾ ಕೇಂದ್ರಗಳನ್ನು ತೆರೆಯಲಾಗಿದೆ. ಹುಬ್ಬಳ್ಳಿ ಶಹರ ಹಾಗೂ ಧಾರವಾಡ ಶಹರ ಸೇರಿ ಒಟ್ಟು (536, 780, 722, 838)
english-title: GADAG VANI Kannada Daily Morning (660, 50, 904, 68)
photo-group-felicitation (30, 456, 330, 598)
headline: ಮಕ್ಕಳ ಬೆಳವಣಿಗೆ ಮೊಬೈಲ್ ದೊಡ್ಡ ಮಾರಕವಾಗಿದೆ ಜ್ಯೋತಿ ಪಾಟೀಲ್ (422, 1086, 836, 1106)
section-rule (28, 257, 333, 259)
body-text: ನರಗುಂದ ಪುರಸಭೆ ವ್ಯಾಪ್ತಿಯಲ್ಲಿನ ಖಾಸಗಿ ಮತ್ತು ಸರ್ಕಾರಿ ಶಿಕ್ಷಣ ಸಂಸ್ಥೆಗಳು ಖಾಸಗಿ ಹಾಗೂ ಸರ್ಕಾರಿ ಆಸ್ಪತ್ರೆಗಳು, ಕ್ರೀಡಾ ಸಂಕೀರ್ಣಗಳು, ಬಸ್ ನಿಲ್ದಾಣಗಳು, ರೈಲ್ವೆ ನಿಲ್ದಾಣಗಳ ಮುಖ್ಯಸ್ಥರಿಗೆ ತಿಳಿಸುವುದೇನೆಂದರೆ ಸರ್ವೋಚ್ಚ ನ್ಯಾಯಾಲಯವು ಸ್ವಯಂ ಪ್ರೇರಿತ ರಿಟ್ ಅರ್ಜಿ ಸಂಖ್ಯೆ 5/2025 ರಲ್ಲಿ ನೀಡಿರುವ ನಿರ್ದೇಶನದಂತೆ ತಮ್ಮ ಸಂಸ್ಥೆಯ ಆವರಣದಲ್ಲಿ ಯಾವುದೇ ಬೀದಿ ನಾಯಿಗಳು ವಾಸವಿದ್ದಲ್ಲಿ ಅದನ್ನು ಪರಿಶೀಲಿಸಿ ಕೂಡಲೇ ಅದರ ಸಂಖ್ಯೆಯನ್ನು ಲೆಕ್ಕ ಮಾಡಿ ಮುಖ್ಯಾಧಿಕಾರಿ ಪುರಸಭೆ ನರಗುಂದ ಇವರಲ್ಲಿ ಸಲ್ಲಿಸಬೇಕು. ತಮ್ಮ ಸಂಸ್ಥೆಯ ಆವರಣದಲ್ಲಿ ಬೀದಿ ನಾಯಿಗಳ ಉಪಟಳ ತಡೆಯಲು ಹಾಗೂ ಅವುಗಳ ಪ್ರವೇಶ ನಿಯಂತ್ರಿಸಲು ಕ್ರಮ ವಹಿಸಬೇಕು. ಪ್ರಗತಿ ಸ್ಥಳೀಯ ಸಂಸ್ಥೆಯಿಂದ ಬೀದಿ ನಾಯಿಗಳನ್ನು ಸ್ಥಳಾಂತರಿಸಲು ಸಹಕರಿಸಲು ಹಾಗೂ ಅವುಗಳ ಪ್ರವೇಶ ನಿರ್ಬಂಧಿಸುವುದನ್ನು ಮೇಲ್ವಿಚಾರಣೆ ಮಾಡಲು ತಮ್ಮ ಸಂಸ್ಥೆ ವತಿಯಿಂದ ಒಬ್ಬ ಜವಾಬ್ದಾರಿಯುತ ನೌಕರರನ್ನು ನೋಡಲ್ ಅಧಿಕಾರಿಯಾಗಿ ನೇಮಕ ಮಾಡುವುದು. ಸರ್ವೋಚ್ಚ ನ್ಯಾಯಾಲಯದ ನಿರ್ದೇಶನದಂತೆ ತಮ್ಮ ಸಂಸ್ಥೆಯ ವ್ಯಾಪ್ತಿಯಲ್ಲಿ ಪುನಃ ನಾಯಿಗಳು ವಾಸ ಮಾಡಲು ಅವಕಾಶ ಕೊಟ್ಟಲ್ಲಿ ಅವನ್ನು ಸ್ಥಳಾಂತರಿಸುವ ವೆಚ್ಚವನ್ನು ತಮ್ಮ ಸಂಸ್ಥೆಯಿಂದ ವಸೂಲಿ ಮಾಡಲಾಗುವುದು. ಸರ್ವೋಚ್ಚ ನ್ಯಾಯಾಲಯದ ಆದೇಶ ಉಲ್ಲಂಘನೆ ಮಾಡಿದಲ್ಲಿ ನ್ಯಾಯಾಲಯದ ಆದೇಶದಂತೆ ತಮ್ಮ ವಿರುದ್ಧ ಕಾನೂನು ಕ್ರಮ ವಹಿಸಲಾಗುವುದು ಎಂದು ನರಗುಂದ ಪುರಸಭೆ ಕಾರ್ಯಾಲಯದ ಪ್ರಕಟಣೆ ತಿಳಿಸಿದೆ. (342, 1334, 916, 1363)
section-rule (28, 830, 333, 832)
article-body (30, 1076, 328, 1298)
photo-banner (562, 144, 677, 155)
